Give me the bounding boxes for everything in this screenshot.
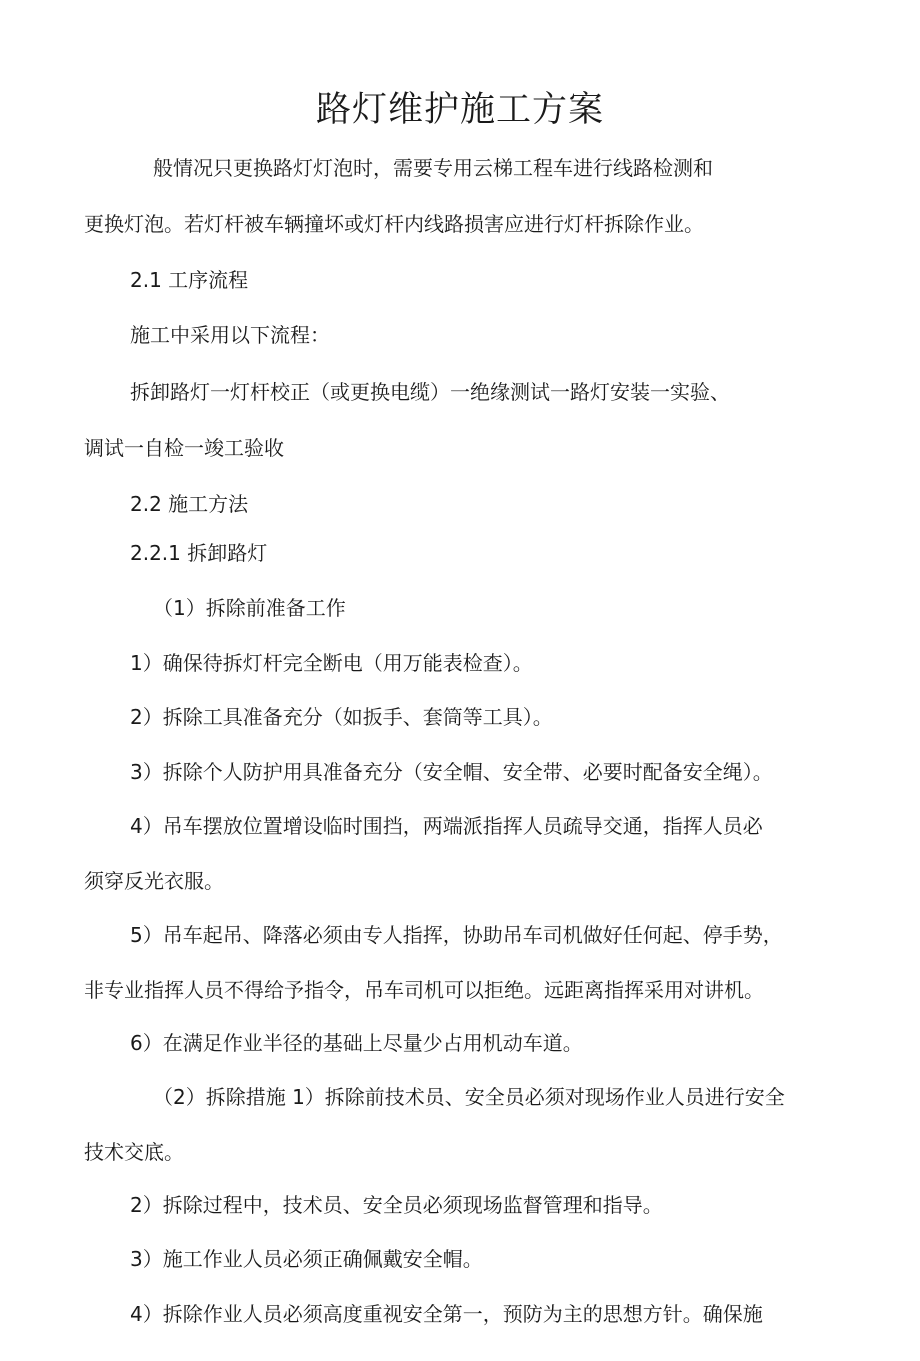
list-item: 2）拆除过程中，技术员、安全员必须现场监督管理和指导。 [130, 1193, 663, 1217]
list-item: 2）拆除工具准备充分（如扳手、套筒等工具）。 [130, 705, 553, 729]
list-item: 3）拆除个人防护用具准备充分（安全帽、安全带、必要时配备安全绳）。 [130, 760, 773, 784]
paragraph-line: 拆卸路灯一灯杆校正（或更换电缆）一绝缘测试一路灯安装一实验、 [130, 380, 730, 404]
list-item: 4）吊车摆放位置增设临时围挡，两端派指挥人员疏导交通，指挥人员必 [130, 814, 763, 838]
list-item: 1）确保待拆灯杆完全断电（用万能表检查）。 [130, 651, 533, 675]
paragraph-line: 调试一自检一竣工验收 [84, 436, 284, 460]
list-item: 5）吊车起吊、降落必须由专人指挥，协助吊车司机做好任何起、停手势， [130, 923, 783, 947]
paragraph-line: 施工中采用以下流程： [130, 323, 330, 347]
paragraph-line: 更换灯泡。若灯杆被车辆撞坏或灯杆内线路损害应进行灯杆拆除作业。 [84, 212, 704, 236]
list-item: 4）拆除作业人员必须高度重视安全第一，预防为主的思想方针。确保施 [130, 1302, 763, 1326]
document-title: 路灯维护施工方案 [315, 90, 604, 130]
list-item: 3）施工作业人员必须正确佩戴安全帽。 [130, 1247, 483, 1271]
section-heading: 2.2 施工方法 [130, 492, 249, 516]
section-heading: 2.1 工序流程 [130, 268, 249, 292]
paragraph-line: 般情况只更换路灯灯泡时，需要专用云梯工程车进行线路检测和 [153, 156, 713, 180]
list-item: 6）在满足作业半径的基础上尽量少占用机动车道。 [130, 1031, 583, 1055]
list-item-continuation: 技术交底。 [84, 1140, 184, 1164]
subsection-heading: 2.2.1 拆卸路灯 [130, 541, 268, 565]
list-heading: （1）拆除前准备工作 [153, 596, 346, 620]
list-heading: （2）拆除措施 1）拆除前技术员、安全员必须对现场作业人员进行安全 [153, 1085, 785, 1109]
list-item-continuation: 非专业指挥人员不得给予指令，吊车司机可以拒绝。远距离指挥采用对讲机。 [84, 978, 764, 1002]
list-item-continuation: 须穿反光衣服。 [84, 869, 224, 893]
